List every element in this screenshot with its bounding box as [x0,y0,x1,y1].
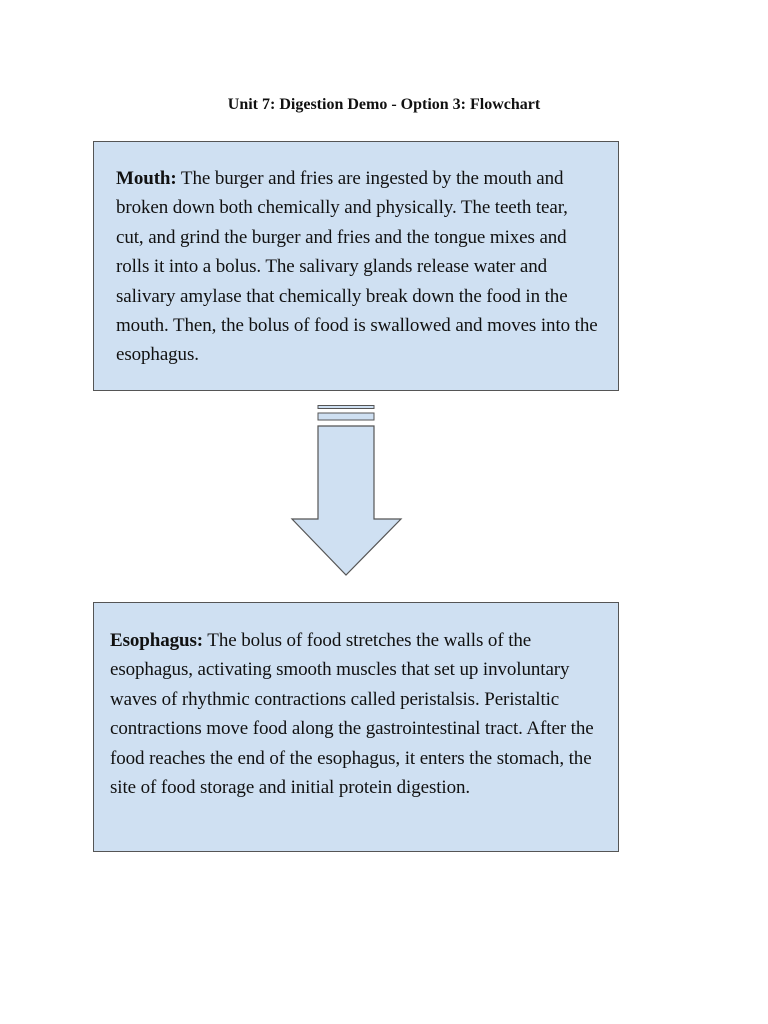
esophagus-step-heading: Esophagus: [110,630,203,651]
esophagus-step-text: The bolus of food stretches the walls of the esophagus, activating smooth muscles that set up involuntary waves of rhythmic contractions called peristalsis. Peristaltic contractions move food along the gastrointestinal tract. After the food reaches the end of the esophagus, it enters the stomach, the site of food storage and initial protein digestion. [110,630,594,799]
arrow-stripe-middle [318,413,374,420]
arrow-stripe-top [318,406,374,409]
mouth-step-text: The burger and fries are ingested by the mouth and broken down both chemically and physically. The teeth tear, cut, and grind the burger and fries and the tongue mixes and rolls it into a bolus. The salivary glands release water and salivary amylase that chemically break down the food in the mouth. Then, the bolus of food is swallowed and moves into the esophagus. [116,168,598,366]
mouth-step-heading: Mouth: [116,168,177,189]
arrow-body [292,426,401,575]
down-arrow-icon [290,404,404,580]
esophagus-step-box [93,602,619,852]
page-title: Unit 7: Digestion Demo - Option 3: Flowchart [227,96,541,113]
mouth-step-box [93,141,619,391]
